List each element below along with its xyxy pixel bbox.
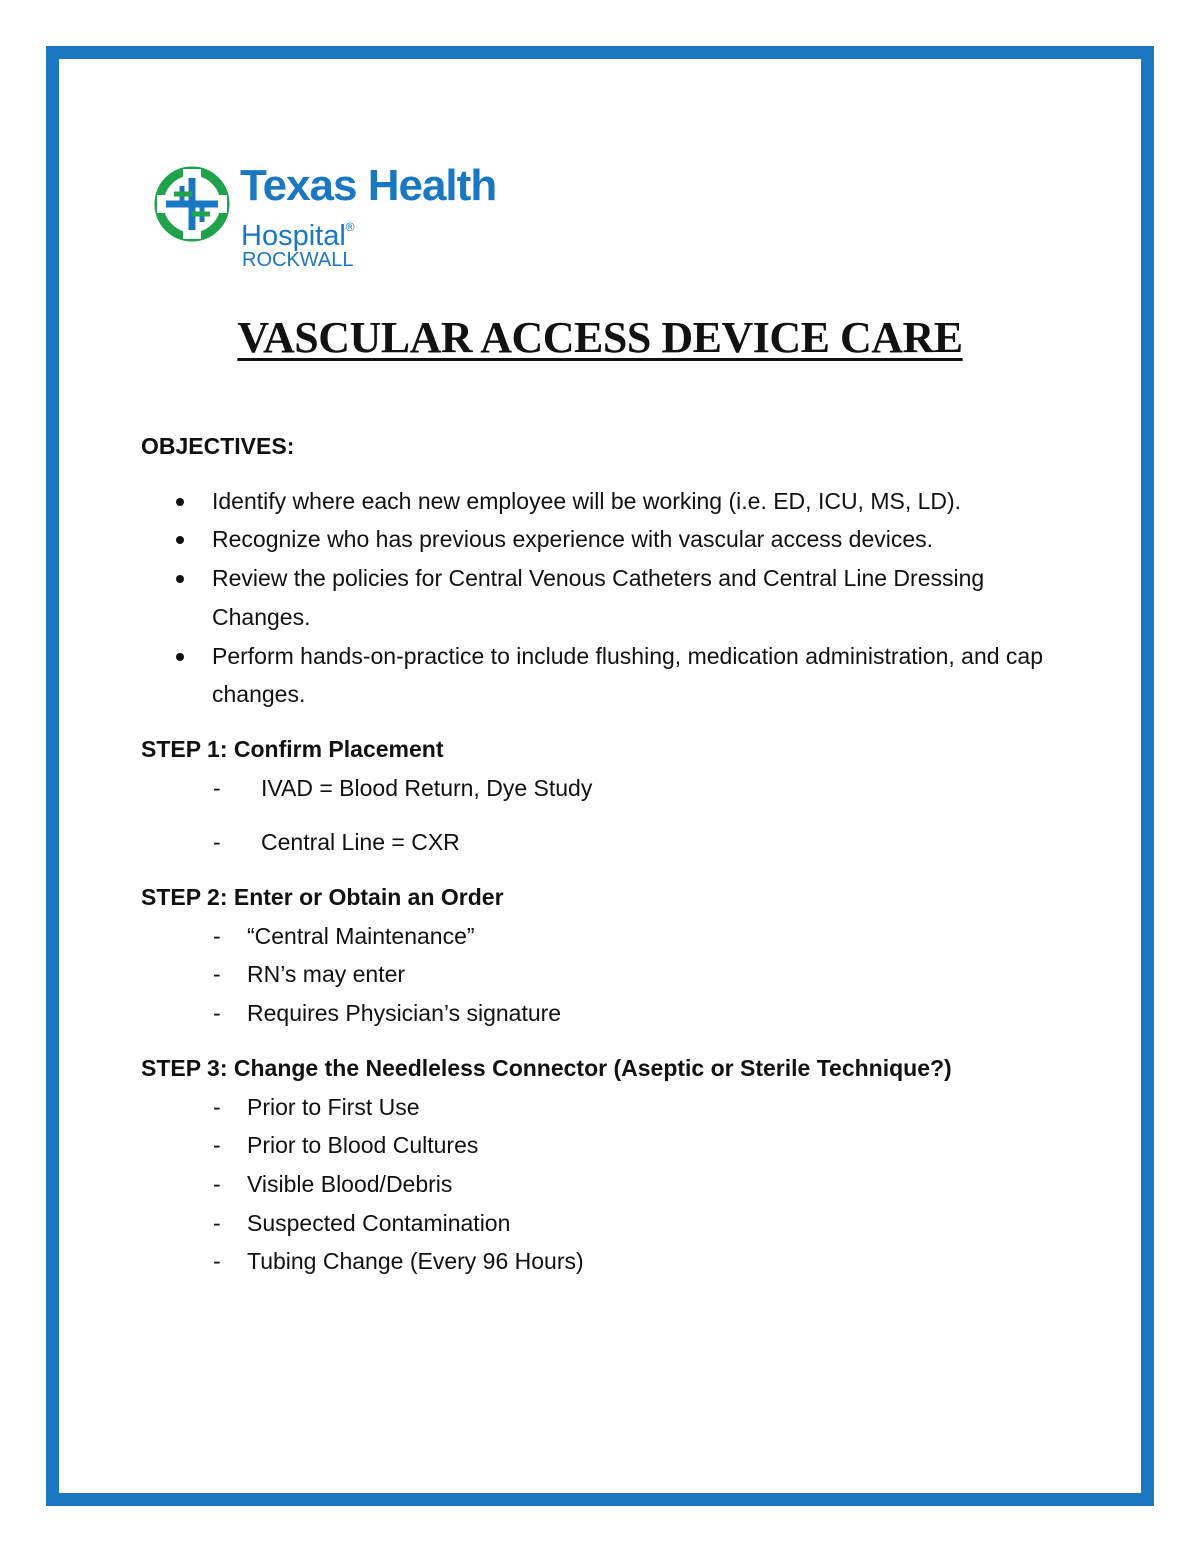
objectives-list — [141, 482, 1081, 714]
list-item: Recognize who has previous experience with vascular access devices. — [141, 520, 1081, 559]
step-3-heading: STEP 3: Change the Needleless Connector (Aseptic or Sterile Technique?) — [141, 1054, 952, 1081]
step-1-heading: STEP 1: Confirm Placement — [141, 735, 444, 762]
list-item: Review the policies for Central Venous Catheters and Central Line Dressing Changes. — [141, 559, 1081, 636]
cross-emblem-icon — [152, 164, 232, 244]
list-item: Identify where each new employee will be working (i.e. ED, ICU, MS, LD). — [141, 482, 1081, 521]
hospital-logo — [152, 160, 532, 280]
list-item: - “Central Maintenance” — [141, 917, 1081, 956]
list-item: - IVAD = Blood Return, Dye Study — [141, 769, 1081, 808]
logo-text-hospital: Hospital® — [241, 220, 355, 252]
logo-text-location: ROCKWALL — [242, 249, 354, 271]
document-body — [141, 427, 1081, 1281]
list-item: - Suspected Contamination — [141, 1204, 1081, 1243]
registered-mark: ® — [345, 220, 355, 234]
list-item: - Tubing Change (Every 96 Hours) — [141, 1242, 1081, 1281]
step-1-list — [141, 769, 1081, 862]
step-2-heading: STEP 2: Enter or Obtain an Order — [141, 884, 504, 911]
step-2-list — [141, 917, 1081, 1033]
page-title: VASCULAR ACCESS DEVICE CARE — [237, 313, 963, 362]
logo-text-texas-health: Texas Health — [240, 161, 497, 210]
list-item: - Central Line = CXR — [141, 823, 1081, 862]
objectives-heading: OBJECTIVES: — [141, 433, 295, 459]
list-item: - Requires Physician’s signature — [141, 994, 1081, 1033]
list-item: - RN’s may enter — [141, 955, 1081, 994]
list-item: Perform hands-on-practice to include flushing, medication administration, and cap changes. — [141, 637, 1081, 714]
list-item: - Visible Blood/Debris — [141, 1165, 1081, 1204]
list-item: - Prior to First Use — [141, 1088, 1081, 1127]
step-3-list — [141, 1088, 1081, 1282]
list-item: - Prior to Blood Cultures — [141, 1126, 1081, 1165]
